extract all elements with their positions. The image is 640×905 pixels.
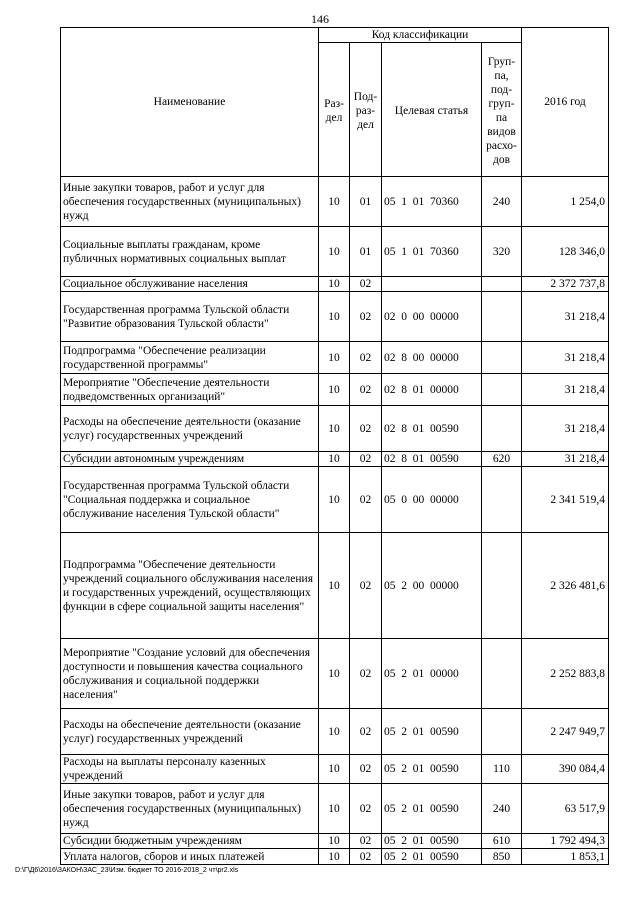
row-name: Иные закупки товаров, работ и услуг для обеспечения государственных (муниципальных) нужд [61, 784, 319, 834]
row-group [482, 292, 522, 342]
row-target-code: 05 2 01 00590 [382, 834, 482, 849]
row-razdel: 10 [319, 784, 350, 834]
row-name: Субсидии автономным учреждениям [61, 452, 319, 467]
row-group [482, 342, 522, 374]
row-value: 2 372 737,8 [522, 277, 609, 292]
row-group [482, 374, 522, 406]
row-podrazdel: 02 [350, 467, 382, 533]
row-value: 31 218,4 [522, 452, 609, 467]
row-podrazdel: 02 [350, 755, 382, 784]
row-value: 2 341 519,4 [522, 467, 609, 533]
header-year: 2016 год [522, 28, 609, 177]
table-row [61, 277, 609, 292]
row-value: 128 346,0 [522, 227, 609, 277]
row-target-code: 05 2 01 00590 [382, 709, 482, 755]
row-group: 320 [482, 227, 522, 277]
header-target: Целевая статья [382, 43, 482, 177]
row-value: 2 247 949,7 [522, 709, 609, 755]
row-podrazdel: 02 [350, 406, 382, 452]
header-name: Наименование [61, 28, 319, 177]
row-podrazdel: 01 [350, 177, 382, 227]
row-target-code: 05 2 01 00590 [382, 849, 482, 865]
row-podrazdel: 02 [350, 342, 382, 374]
row-podrazdel: 02 [350, 533, 382, 639]
row-target-code: 02 8 01 00000 [382, 374, 482, 406]
page-number: 146 [311, 12, 329, 26]
row-razdel: 10 [319, 374, 350, 406]
row-group [482, 639, 522, 709]
row-name: Государственная программа Тульской области "Развитие образования Тульской области" [61, 292, 319, 342]
row-value: 31 218,4 [522, 292, 609, 342]
row-razdel: 10 [319, 533, 350, 639]
table-row [61, 292, 609, 342]
table-row [61, 533, 609, 639]
row-name: Расходы на выплаты персоналу казенных учреждений [61, 755, 319, 784]
row-razdel: 10 [319, 467, 350, 533]
row-razdel: 10 [319, 834, 350, 849]
row-name: Иные закупки товаров, работ и услуг для обеспечения государственных (муниципальных) нужд [61, 177, 319, 227]
header-code: Код классификации [319, 28, 522, 43]
row-name: Социальное обслуживание населения [61, 277, 319, 292]
row-podrazdel: 02 [350, 709, 382, 755]
row-target-code: 02 8 01 00590 [382, 406, 482, 452]
row-name: Мероприятие "Обеспечение деятельности подведомственных организаций" [61, 374, 319, 406]
row-group [482, 709, 522, 755]
row-name: Государственная программа Тульской области "Социальная поддержка и социальное обслуживание населения Тульской области" [61, 467, 319, 533]
row-podrazdel: 02 [350, 834, 382, 849]
file-path-footer: D:\Г\Д6\2016\ЗАКОН\ЗАС_23\Изм. бюджет ТО 2016-2018_2 чт\pr2.xls [15, 867, 239, 874]
row-value: 1 792 494,3 [522, 834, 609, 849]
table-row [61, 177, 609, 227]
row-podrazdel: 02 [350, 277, 382, 292]
row-target-code: 05 1 01 70360 [382, 227, 482, 277]
row-razdel: 10 [319, 639, 350, 709]
row-name: Расходы на обеспечение деятельности (оказание услуг) государственных учреждений [61, 406, 319, 452]
header-row [61, 28, 609, 43]
row-group: 620 [482, 452, 522, 467]
table-row [61, 406, 609, 452]
table-row [61, 849, 609, 865]
row-value: 31 218,4 [522, 374, 609, 406]
row-group [482, 277, 522, 292]
row-razdel: 10 [319, 406, 350, 452]
row-name: Социальные выплаты гражданам, кроме публичных нормативных социальных выплат [61, 227, 319, 277]
row-value: 63 517,9 [522, 784, 609, 834]
table-row [61, 452, 609, 467]
row-value: 2 326 481,6 [522, 533, 609, 639]
row-target-code: 05 1 01 70360 [382, 177, 482, 227]
row-group: 240 [482, 784, 522, 834]
row-value: 1 254,0 [522, 177, 609, 227]
row-target-code: 05 2 00 00000 [382, 533, 482, 639]
row-value: 2 252 883,8 [522, 639, 609, 709]
row-podrazdel: 02 [350, 784, 382, 834]
table-row [61, 467, 609, 533]
row-razdel: 10 [319, 849, 350, 865]
row-name: Подпрограмма "Обеспечение деятельности учреждений социального обслуживания населения и государственных учреждений, осуществляющих функции в сфере социальной защиты населения" [61, 533, 319, 639]
table-row [61, 374, 609, 406]
row-podrazdel: 01 [350, 227, 382, 277]
row-target-code: 05 2 01 00000 [382, 639, 482, 709]
row-group [482, 406, 522, 452]
row-razdel: 10 [319, 177, 350, 227]
row-name: Уплата налогов, сборов и иных платежей [61, 849, 319, 865]
budget-table [60, 27, 609, 865]
table-row [61, 639, 609, 709]
row-razdel: 10 [319, 292, 350, 342]
row-podrazdel: 02 [350, 452, 382, 467]
row-value: 31 218,4 [522, 342, 609, 374]
row-razdel: 10 [319, 709, 350, 755]
row-razdel: 10 [319, 342, 350, 374]
row-target-code: 05 2 01 00590 [382, 784, 482, 834]
row-value: 31 218,4 [522, 406, 609, 452]
row-target-code: 05 0 00 00000 [382, 467, 482, 533]
row-target-code: 02 0 00 00000 [382, 292, 482, 342]
row-group: 240 [482, 177, 522, 227]
row-target-code [382, 277, 482, 292]
row-name: Расходы на обеспечение деятельности (оказание услуг) государственных учреждений [61, 709, 319, 755]
row-razdel: 10 [319, 452, 350, 467]
row-group [482, 533, 522, 639]
table-row [61, 834, 609, 849]
row-target-code: 05 2 01 00590 [382, 755, 482, 784]
header-group: Груп- па, под- груп- па видов расхо- дов [482, 43, 522, 177]
table-row [61, 755, 609, 784]
table-row [61, 709, 609, 755]
row-target-code: 02 8 01 00590 [382, 452, 482, 467]
row-name: Субсидии бюджетным учреждениям [61, 834, 319, 849]
row-razdel: 10 [319, 755, 350, 784]
row-podrazdel: 02 [350, 292, 382, 342]
row-target-code: 02 8 00 00000 [382, 342, 482, 374]
row-name: Подпрограмма "Обеспечение реализации государственной программы" [61, 342, 319, 374]
row-group: 610 [482, 834, 522, 849]
row-podrazdel: 02 [350, 639, 382, 709]
row-group: 110 [482, 755, 522, 784]
row-group: 850 [482, 849, 522, 865]
header-podrazdel: Под- раз- дел [350, 43, 382, 177]
table-row [61, 227, 609, 277]
header-razdel: Раз- дел [319, 43, 350, 177]
row-razdel: 10 [319, 277, 350, 292]
row-value: 390 084,4 [522, 755, 609, 784]
row-group [482, 467, 522, 533]
row-value: 1 853,1 [522, 849, 609, 865]
table-row [61, 784, 609, 834]
table-row [61, 342, 609, 374]
row-razdel: 10 [319, 227, 350, 277]
row-podrazdel: 02 [350, 849, 382, 865]
row-podrazdel: 02 [350, 374, 382, 406]
row-name: Мероприятие "Создание условий для обеспечения доступности и повышения качества социального обслуживания и социальной поддержки населения" [61, 639, 319, 709]
